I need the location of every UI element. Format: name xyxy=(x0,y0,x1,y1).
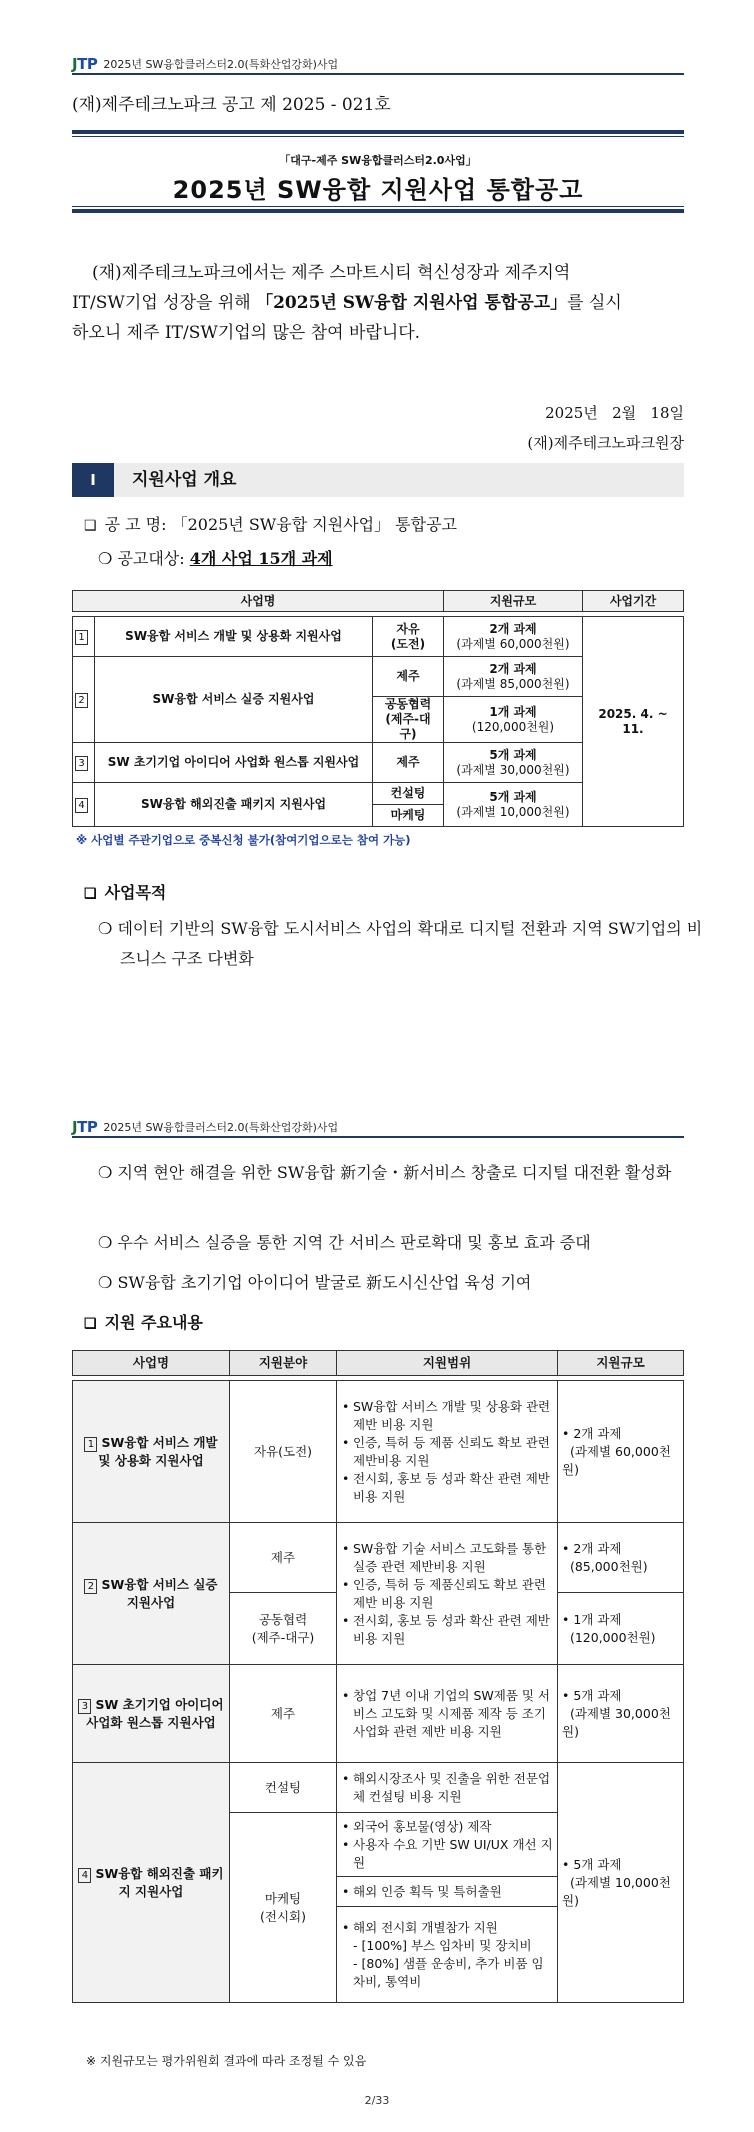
section-number: Ⅰ xyxy=(72,463,114,497)
program-name: 2 SW융합 서비스 실증 지원사업 xyxy=(73,1523,230,1665)
row-number: 2 xyxy=(73,657,95,743)
support-field: 자유(도전) xyxy=(230,1381,337,1523)
program-type: 공동협력 (제주-대구) xyxy=(373,697,444,743)
col-header: 지원분야 xyxy=(230,1351,337,1376)
page-header xyxy=(72,1118,338,1136)
section-title: 지원사업 개요 xyxy=(132,470,237,490)
purpose-item: ❍ 우수 서비스 실증을 통한 지역 간 서비스 판로확대 및 홍보 효과 증대 xyxy=(98,1233,591,1252)
support-scope: • 해외시장조사 및 진출을 위한 전문업체 컨설팅 비용 지원 xyxy=(337,1763,558,1813)
overview-table xyxy=(72,590,684,827)
support-scope: • 해외 인증 획득 및 특허출원 xyxy=(337,1877,558,1907)
row-number: 3 xyxy=(73,743,95,783)
table2-note: ※ 지원규모는 평가위원회 결과에 따라 조정될 수 있음 xyxy=(86,2054,367,2068)
col-header: 사업기간 xyxy=(583,591,684,612)
col-header: 사업명 xyxy=(73,591,444,612)
main-content-title: ❑ 지원 주요내용 xyxy=(84,1310,203,1333)
page-header xyxy=(72,55,338,73)
support-scope: • 외국어 홍보물(영상) 제작 • 사용자 수요 기반 SW UI/UX 개선 지원 xyxy=(337,1813,558,1877)
program-name: 3 SW 초기기업 아이디어 사업화 원스톱 지원사업 xyxy=(73,1665,230,1763)
support-scale: • 5개 과제 (과제별 30,000천원) xyxy=(558,1665,684,1763)
issue-date: 2025년 2월 18일 xyxy=(545,404,684,422)
title-rule-bottom-thin xyxy=(72,206,684,207)
announce-name: ❑ 공 고 명: 「2025년 SW융합 지원사업」 통합공고 xyxy=(84,512,457,535)
program-type: 제주 xyxy=(373,743,444,783)
program-period: 2025. 4. ~ 11. xyxy=(583,617,684,827)
program-name: SW융합 서비스 개발 및 상용화 지원사업 xyxy=(95,617,373,657)
row-number: 1 xyxy=(73,617,95,657)
program-type: 컨설팅 마케팅 xyxy=(373,783,444,827)
program-name: 1 SW융합 서비스 개발 및 상용화 지원사업 xyxy=(73,1381,230,1523)
support-scale: • 2개 과제 (85,000천원) xyxy=(558,1523,684,1593)
announcement-number: (재)제주테크노파크 공고 제 2025 - 021호 xyxy=(72,95,391,115)
support-field: 제주 xyxy=(230,1665,337,1763)
header-text: 2025년 SW융합클러스터2.0(특화산업강화)사업 xyxy=(103,58,339,71)
purpose-item: ❍ SW융합 초기기업 아이디어 발굴로 新도시신산업 육성 기여 xyxy=(98,1273,532,1292)
jtp-logo: JTP xyxy=(72,55,98,73)
support-field: 컨설팅 xyxy=(230,1763,337,1813)
title-rule-bottom xyxy=(72,209,684,213)
program-scale: 5개 과제 (과제별 10,000천원) xyxy=(444,783,583,827)
title-rule-top-thin xyxy=(72,136,684,137)
table1-note: ※ 사업별 주관기업으로 중복신청 불가(참여기업으로는 참여 가능) xyxy=(76,833,411,847)
program-scale: 1개 과제 (120,000천원) xyxy=(444,697,583,743)
program-name: SW융합 해외진출 패키지 지원사업 xyxy=(95,783,373,827)
page-number: 2/33 xyxy=(364,2094,390,2107)
program-name: SW융합 서비스 실증 지원사업 xyxy=(95,657,373,743)
purpose-item: ❍ 데이터 기반의 SW융합 도시서비스 사업의 확대로 디지털 전환과 지역 SW기업의 비즈니스 구조 다변화 xyxy=(98,919,703,968)
support-scale: • 2개 과제 (과제별 60,000천원) xyxy=(558,1381,684,1523)
program-type: 자유 (도전) xyxy=(373,617,444,657)
support-scope: • SW융합 기술 서비스 고도화를 통한 실증 관련 제반비용 지원 • 인증, 특허 등 제품신뢰도 확보 관련 제반 비용 지원 • 전시회, 홍보 등 성과 확산 관련 제반 비용 지원 xyxy=(337,1523,558,1665)
support-field: 공동협력 (제주-대구) xyxy=(230,1593,337,1665)
support-scale: • 1개 과제 (120,000천원) xyxy=(558,1593,684,1665)
purpose-title: ❑ 사업목적 xyxy=(84,880,166,903)
col-header: 지원규모 xyxy=(558,1351,684,1376)
header-rule xyxy=(72,73,684,75)
jtp-logo: JTP xyxy=(72,1118,98,1136)
section-heading xyxy=(72,463,684,497)
program-type: 제주 xyxy=(373,657,444,697)
issuer: (재)제주테크노파크원장 xyxy=(527,434,684,452)
support-scope: • 해외 전시회 개별참가 지원 - [100%] 부스 임차비 및 장치비 - [80%] 샘플 운송비, 추가 비품 임차비, 통역비 xyxy=(337,1907,558,2003)
program-scale: 5개 과제 (과제별 30,000천원) xyxy=(444,743,583,783)
program-name: SW 초기기업 아이디어 사업화 원스톱 지원사업 xyxy=(95,743,373,783)
col-header: 사업명 xyxy=(73,1351,230,1376)
title-rule-top xyxy=(72,130,684,134)
support-scale: • 5개 과제 (과제별 10,000천원) xyxy=(558,1763,684,2003)
header-text: 2025년 SW융합클러스터2.0(특화산업강화)사업 xyxy=(103,1121,339,1134)
purpose-item: ❍ 지역 현안 해결을 위한 SW융합 新기술・新서비스 창출로 디지털 대전환 활성화 xyxy=(98,1163,672,1182)
title-subtitle: 「대구-제주 SW융합클러스터2.0사업」 xyxy=(279,154,477,167)
program-scale: 2개 과제 (과제별 85,000천원) xyxy=(444,657,583,697)
col-header: 지원규모 xyxy=(444,591,583,612)
program-scale: 2개 과제 (과제별 60,000천원) xyxy=(444,617,583,657)
support-scope: • SW융합 서비스 개발 및 상용화 관련 제반 비용 지원 • 인증, 특허 등 제품 신뢰도 확보 관련 제반비용 지원 • 전시회, 홍보 등 성과 확산 관련 제반 비용 지원 xyxy=(337,1381,558,1523)
page-title: 2025년 SW융합 지원사업 통합공고 xyxy=(172,176,584,204)
support-field: 제주 xyxy=(230,1523,337,1593)
intro-paragraph: (재)제주테크노파크에서는 제주 스마트시티 혁신성장과 제주지역 IT/SW기업 성장을 위해 「2025년 SW융합 지원사업 통합공고」를 실시 하오니 제주 IT/SW기업의 많은 참여 바랍니다. xyxy=(72,263,622,343)
support-content-table xyxy=(72,1350,684,2003)
row-number: 4 xyxy=(73,783,95,827)
program-name: 4 SW융합 해외진출 패키지 지원사업 xyxy=(73,1763,230,2003)
support-field: 마케팅 (전시회) xyxy=(230,1813,337,2003)
support-scope: • 창업 7년 이내 기업의 SW제품 및 서비스 고도화 및 시제품 제작 등 조기 사업화 관련 제반 비용 지원 xyxy=(337,1665,558,1763)
announce-target: ❍ 공고대상: 4개 사업 15개 과제 xyxy=(98,549,333,568)
header-rule xyxy=(72,1136,684,1138)
col-header: 지원범위 xyxy=(337,1351,558,1376)
